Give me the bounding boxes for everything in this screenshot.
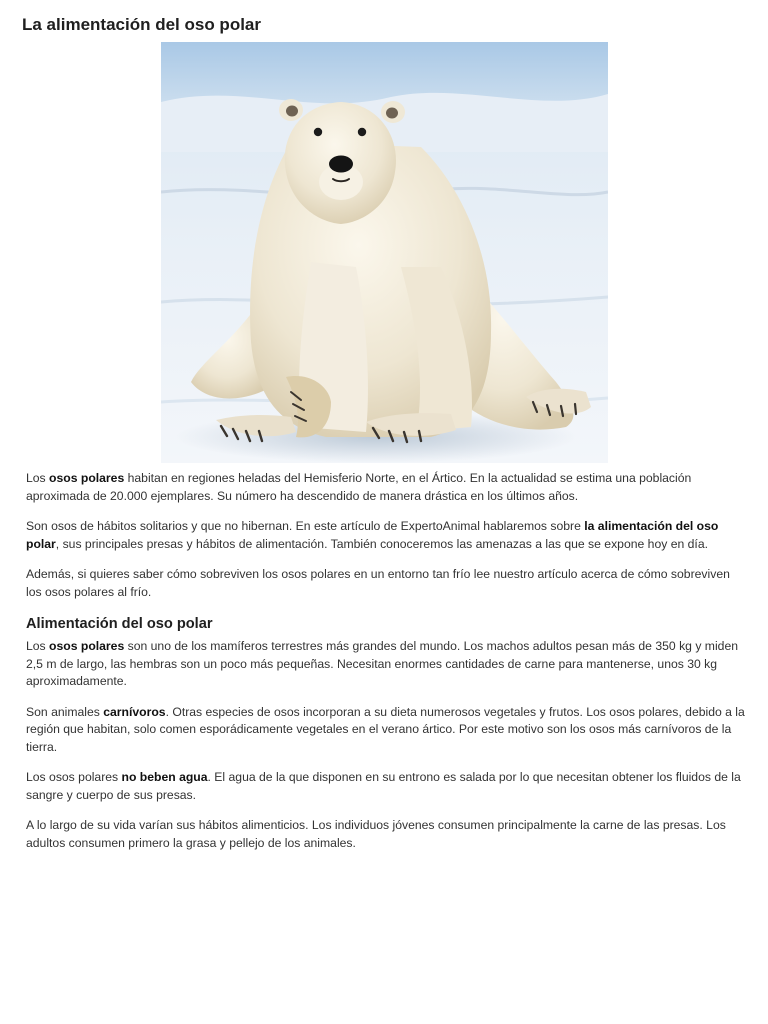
section-paragraph-4: A lo largo de su vida varían sus hábitos alimenticios. Los individuos jóvenes consumen principalmente la carne de las presas. Los adultos consumen primero la grasa y pellejo de los animales. — [26, 818, 726, 850]
section-paragraph-2: Son animales carnívoros. Otras especies de osos incorporan a su dieta numerosos vegetales y frutos. Los osos polares, debido a la región que habitan, solo comen esporádicamente vegetales en el verano ártico. Por este motivo son los osos más carnívoros de la tierra. — [26, 704, 745, 754]
intro-paragraph-1: Los osos polares habitan en regiones heladas del Hemisferio Norte, en el Ártico. En la actualidad se estima una población aproximada de 20.000 ejemplares. Su número ha descendido de manera drástica en los últimos años. — [26, 471, 692, 503]
intro-paragraph-3: Además, si quieres saber cómo sobreviven los osos polares en un entorno tan frío lee nuestro artículo acerca de cómo sobreviven los osos polares al frío. — [26, 567, 730, 599]
polar-bear-photo — [161, 42, 608, 463]
section-paragraph-3: Los osos polares no beben agua. El agua de la que disponen en su entrono es salada por lo que necesitan obtener los fluidos de la sangre y cuerpo de sus presas. — [26, 770, 741, 802]
section-paragraph-1: Los osos polares son uno de los mamíferos terrestres más grandes del mundo. Los machos adultos pesan más de 350 kg y miden 2,5 m de largo, las hembras son un poco más pequeñas. Necesitan enormes cantidades de carne para mantenerse, unos 30 kg aproximadamente. — [26, 639, 738, 688]
section-heading: Alimentación del oso polar — [26, 616, 213, 632]
intro-paragraph-2: Son osos de hábitos solitarios y que no hibernan. En este artículo de ExpertoAnimal hablaremos sobre la alimentación del oso polar, sus principales presas y hábitos de alimentación. También conoceremos las amenazas a las que se expone hoy en día. — [26, 519, 719, 551]
article-body — [26, 470, 746, 865]
page-title: La alimentación del oso polar — [22, 15, 261, 34]
